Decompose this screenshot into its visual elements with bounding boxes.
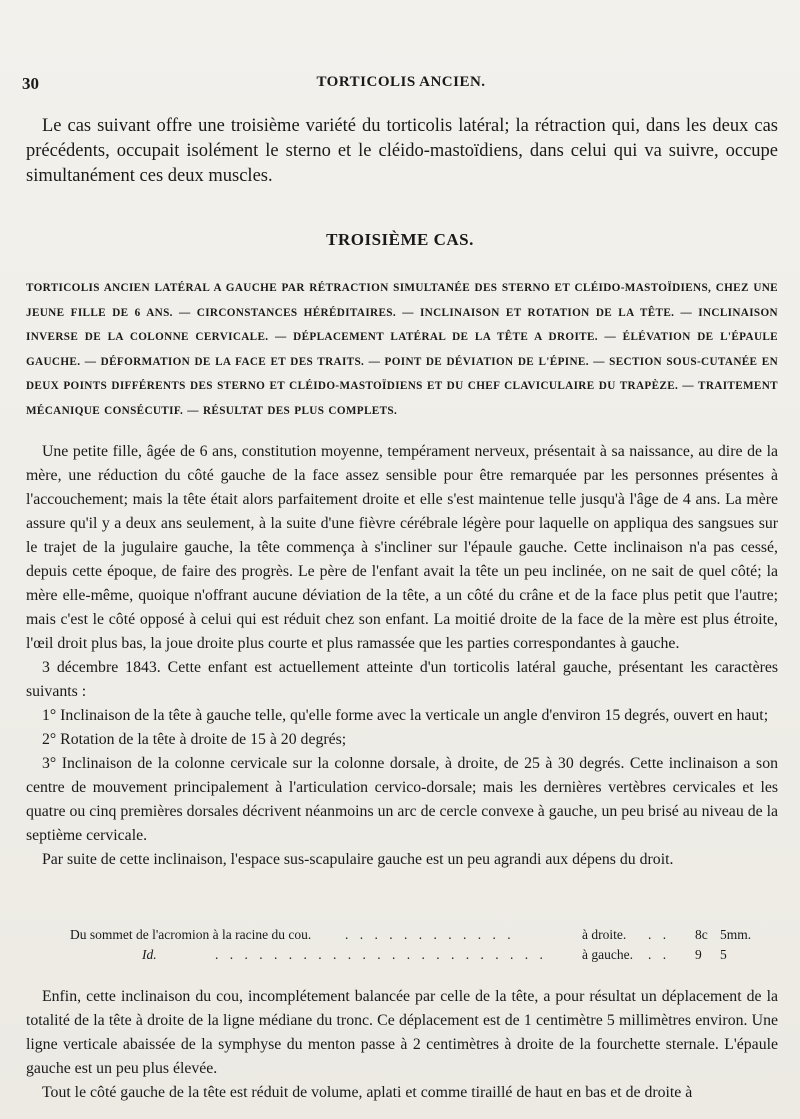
page-header (22, 74, 780, 96)
measurement-row (70, 927, 770, 945)
measurement-label: Id. (142, 947, 157, 962)
section-heading: TROISIÈME CAS. (326, 230, 474, 249)
case-body (26, 440, 778, 872)
measurement-row (70, 947, 770, 965)
paragraph: Tout le côté gauche de la tête est réduit de volume, aplati et comme tiraillé de haut en bas et de droite à (42, 1084, 693, 1101)
paragraph: Enfin, cette inclinaison du cou, incomplétement balancée par celle de la tête, a pour résultat un déplacement de la totalité de la tête à droite de la ligne médiane du tronc. Ce déplacement est de 1 centimètre 5 millimètres environ. Une ligne verticale abaissée de la symphyse du menton passe à 2 centimètres à droite de la fourchette sternale. L'épaule gauche est un peu plus élevée. (26, 988, 778, 1077)
leader-dots: . . . . . . . . . . . . (345, 927, 515, 942)
list-item: 3° Inclinaison de la colonne cervicale sur la colonne dorsale, à droite, de 25 à 30 degrés. Cette inclinaison a son centre de mouvement principalement à l'articulation cervico-dorsale; mais les dernières vertèbres cervicales et les quatre ou cinq premières dorsales décrivent néanmoins un arc de cercle convexe à gauche, un peu brisé au niveau de la septième cervicale. (26, 755, 778, 844)
paragraph: 3 décembre 1843. Cette enfant est actuellement atteinte d'un torticolis latéral gauche, présentant les caractères suivants : (26, 659, 778, 700)
leader-dots: . . . . . . . . . . . . . . . . . . . . . . . (215, 947, 547, 962)
list-item: 2° Rotation de la tête à droite de 15 à 20 degrés; (42, 731, 347, 748)
list-item: 1° Inclinaison de la tête à gauche telle, qu'elle forme avec la verticale un angle d'environ 15 degrés, ouvert en haut; (42, 707, 769, 724)
leader-dots: . . (648, 927, 671, 942)
paragraph: Par suite de cette inclinaison, l'espace sus-scapulaire gauche est un peu agrandi aux dépens du droit. (42, 851, 674, 868)
measurement-value: 5 (720, 947, 727, 962)
measurement-label: Du sommet de l'acromion à la racine du cou. (70, 927, 312, 942)
measurement-value: 9 (695, 947, 702, 962)
intro-paragraph: Le cas suivant offre une troisième variété du torticolis latéral; la rétraction qui, dans les deux cas précédents, occupait isolément le sterno et le cléido-mastoïdiens, dans celui qui va suivre, occupe simultanément ces deux muscles. (26, 116, 778, 186)
paragraph: Une petite fille, âgée de 6 ans, constitution moyenne, tempérament nerveux, présentait à sa naissance, au dire de la mère, une réduction du côté gauche de la face assez sensible pour être remarquée par les personnes présentes à l'accouchement; mais la tête était alors parfaitement droite et elle s'est maintenue telle jusqu'à l'âge de 4 ans. La mère assure qu'il y a deux ans seulement, à la suite d'une fièvre cérébrale légère pour laquelle on appliqua des sangsues sur le trajet de la jugulaire gauche, la tête commença à s'incliner sur l'épaule gauche. Cette inclinaison n'a pas cessé, depuis cette époque, de faire des progrès. Le père de l'enfant avait la tête un peu inclinée, on ne sait de quel côté; la mère elle-même, quoique n'offrant aucune déviation de la tête, a un côté du crâne et de la face plus petit que l'autre; mais c'est le côté opposé à celui qui est réduit chez son enfant. La moitié droite de la face de la mère est plus étroite, l'œil droit plus bas, la joue droite plus courte et plus ramassée que les parties correspondantes à gauche. (26, 443, 778, 652)
case-summary: TORTICOLIS ANCIEN LATÉRAL A GAUCHE PAR RÉTRACTION SIMULTANÉE DES STERNO ET CLÉIDO-MASTOÏDIENS, CHEZ UNE JEUNE FILLE DE 6 ANS. — CIRCONSTANCES HÉRÉDITAIRES. — INCLINAISON ET ROTATION DE LA TÊTE. — INCLINAISON INVERSE DE LA COLONNE CERVICALE. — DÉPLACEMENT LATÉRAL DE LA TÊTE A DROITE. — ÉLÉVATION DE L'ÉPAULE GAUCHE. — DÉFORMATION DE LA FACE ET DES TRAITS. — POINT DE DÉVIATION DE L'ÉPINE. — SECTION SOUS-CUTANÉE EN DEUX POINTS DIFFÉRENTS DES STERNO ET CLÉIDO-MASTOÏDIENS ET DU CHEF CLAVICULAIRE DU TRAPÈZE. — TRAITEMENT MÉCANIQUE CONSÉCUTIF. — RÉSULTAT DES PLUS COMPLETS. (26, 282, 778, 417)
leader-dots: . . (648, 947, 671, 962)
measurement-value: 8c (695, 927, 708, 942)
measurement-side: à gauche. (582, 947, 633, 962)
measurement-side: à droite. (582, 927, 627, 942)
page-number: 30 (22, 74, 39, 93)
running-title: TORTICOLIS ANCIEN. (316, 74, 486, 90)
case-body-continued (26, 985, 778, 1105)
measurement-value: 5mm. (720, 927, 752, 942)
